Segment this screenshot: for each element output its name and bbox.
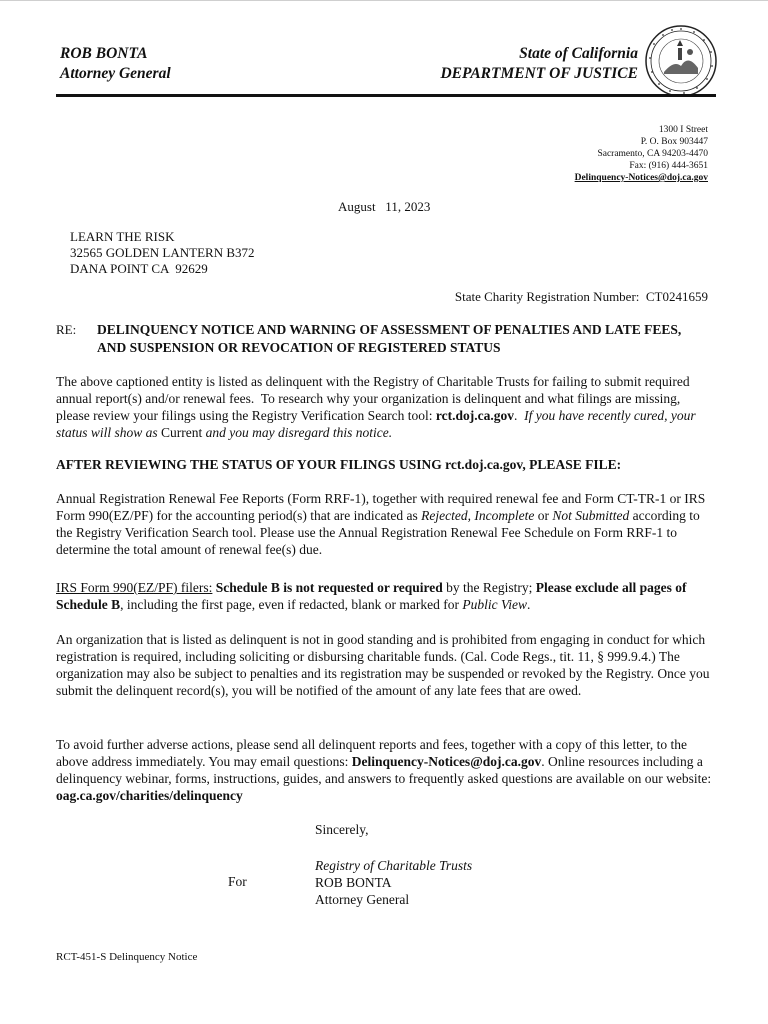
p6-text: To avoid further adverse actions, please send all delinquent reports and fees, together with a copy of this letter, to the above address immediately. You may email questions:: [56, 737, 687, 769]
p4-public-view-text: Public View: [462, 597, 527, 612]
address-city: Sacramento, CA 94203-4470: [597, 149, 708, 159]
re-subject: DELINQUENCY NOTICE AND WARNING OF ASSESSMENT OF PENALTIES AND LATE FEES, AND SUSPENSION OR REVOCATION OF REGISTERED STATUS: [97, 322, 682, 355]
p3-rejected-text: Rejected, Incomplete: [421, 508, 535, 523]
p1-italic-text: If you have recently cured, your status will show as: [56, 408, 699, 440]
letterhead-left: [60, 44, 171, 84]
department-address: [575, 124, 708, 184]
scan-edge-line: [0, 0, 768, 1]
p1-disregard-text: and you may disregard this notice.: [205, 425, 393, 440]
rct-link[interactable]: rct.doj.ca.gov: [435, 408, 515, 423]
p4-exclude-text: Please exclude all pages of Schedule B: [56, 580, 687, 612]
address-fax: Fax: (916) 444-3651: [629, 161, 708, 171]
paragraph-good-standing: An organization that is listed as delinquent is not in good standing and is prohibited from engaging in conduct for which registration is required, including soliciting or disbursing charitable funds. (Cal. Code Regs., tit. 11, § 999.9.4.) The organization may also be subject to penalties and its registration may be suspended or revoked by the Registry. Once you submit the delinquent record(s), you will be notified of the amount of any late fees that are owed.: [56, 632, 710, 698]
p3-rest-text: according to the Registry Verification Search tool. Please use the Annual Registration Renewal Fee Schedule on Form RRF-1 to determine the total amount of renewal fee(s) due.: [56, 508, 700, 557]
p4-period: .: [527, 597, 531, 612]
p4-filers-label: IRS Form 990(EZ/PF) filers:: [56, 580, 213, 595]
signature-name: ROB BONTA: [315, 875, 392, 890]
paragraph-file-heading: AFTER REVIEWING THE STATUS OF YOUR FILINGS USING rct.doj.ca.gov, PLEASE FILE:: [56, 457, 622, 472]
form-number-footer: RCT-451-S Delinquency Notice: [56, 951, 198, 963]
p6-rest-text: . Online resources including a delinquency webinar, forms, instructions, guides, and answers to frequently asked questions are available on our website:: [56, 754, 712, 786]
paragraph-annual-registration: [56, 490, 712, 558]
address-street: 1300 I Street: [658, 125, 708, 135]
attorney-general-title: Attorney General: [60, 65, 171, 82]
p4-rest-text: , including the first page, even if redacted, blank or marked for: [120, 597, 463, 612]
p3-text: Annual Registration Renewal Fee Reports (Form RRF-1), together with required renewal fee and Form CT-TR-1 or IRS Form 990(EZ/PF) for the accounting period(s) that are indicated as: [56, 491, 706, 523]
recipient-address: [70, 229, 255, 277]
department-name: DEPARTMENT OF JUSTICE: [440, 65, 638, 82]
closing-sincerely: Sincerely,: [315, 822, 369, 837]
paragraph-schedule-b: [56, 579, 712, 613]
re-label: RE:: [56, 322, 77, 337]
p1-text: The above captioned entity is listed as delinquent with the Registry of Charitable Trusts for failing to submit required annual report(s) and/or renewal fees. To research why your organization is delinquent and what filings are missing, please review your filings using the Registry Verification Search tool:: [56, 374, 694, 423]
paragraph-delinquent-status: [56, 373, 712, 441]
recipient-city: DANA POINT CA 92629: [70, 261, 208, 276]
attorney-general-name: ROB BONTA: [60, 45, 148, 62]
p4-registry-text: by the Registry;: [442, 580, 536, 595]
closing-for: For: [228, 874, 247, 889]
signature-org: Registry of Charitable Trusts: [315, 858, 473, 873]
state-name: State of California: [519, 45, 638, 62]
p1-sep: .: [514, 408, 525, 423]
signature-block: [315, 857, 472, 908]
recipient-name: LEARN THE RISK: [70, 229, 175, 244]
recipient-street: 32565 GOLDEN LANTERN B372: [70, 245, 255, 260]
address-email-link[interactable]: Delinquency-Notices@doj.ca.gov: [574, 173, 708, 183]
p1-current-text: Current: [157, 425, 206, 440]
p4-schedule-b-text: Schedule B is not requested or required: [215, 580, 443, 595]
delinquency-website-link[interactable]: oag.ca.gov/charities/delinquency: [56, 788, 243, 803]
letterhead-rule: [56, 94, 716, 97]
address-po-box: P. O. Box 903447: [640, 137, 708, 147]
letterhead-right: [440, 44, 638, 84]
p3-or-text: or: [534, 508, 553, 523]
charity-registration-number: State Charity Registration Number: CT0241659: [454, 289, 708, 304]
state-seal-icon: [644, 24, 718, 98]
delinquency-email-link[interactable]: Delinquency-Notices@doj.ca.gov: [351, 754, 542, 769]
paragraph-adverse-actions: [56, 736, 712, 804]
letter-date: August 11, 2023: [338, 199, 431, 214]
p3-not-submitted-text: Not Submitted: [552, 508, 630, 523]
signature-title: Attorney General: [315, 892, 410, 907]
